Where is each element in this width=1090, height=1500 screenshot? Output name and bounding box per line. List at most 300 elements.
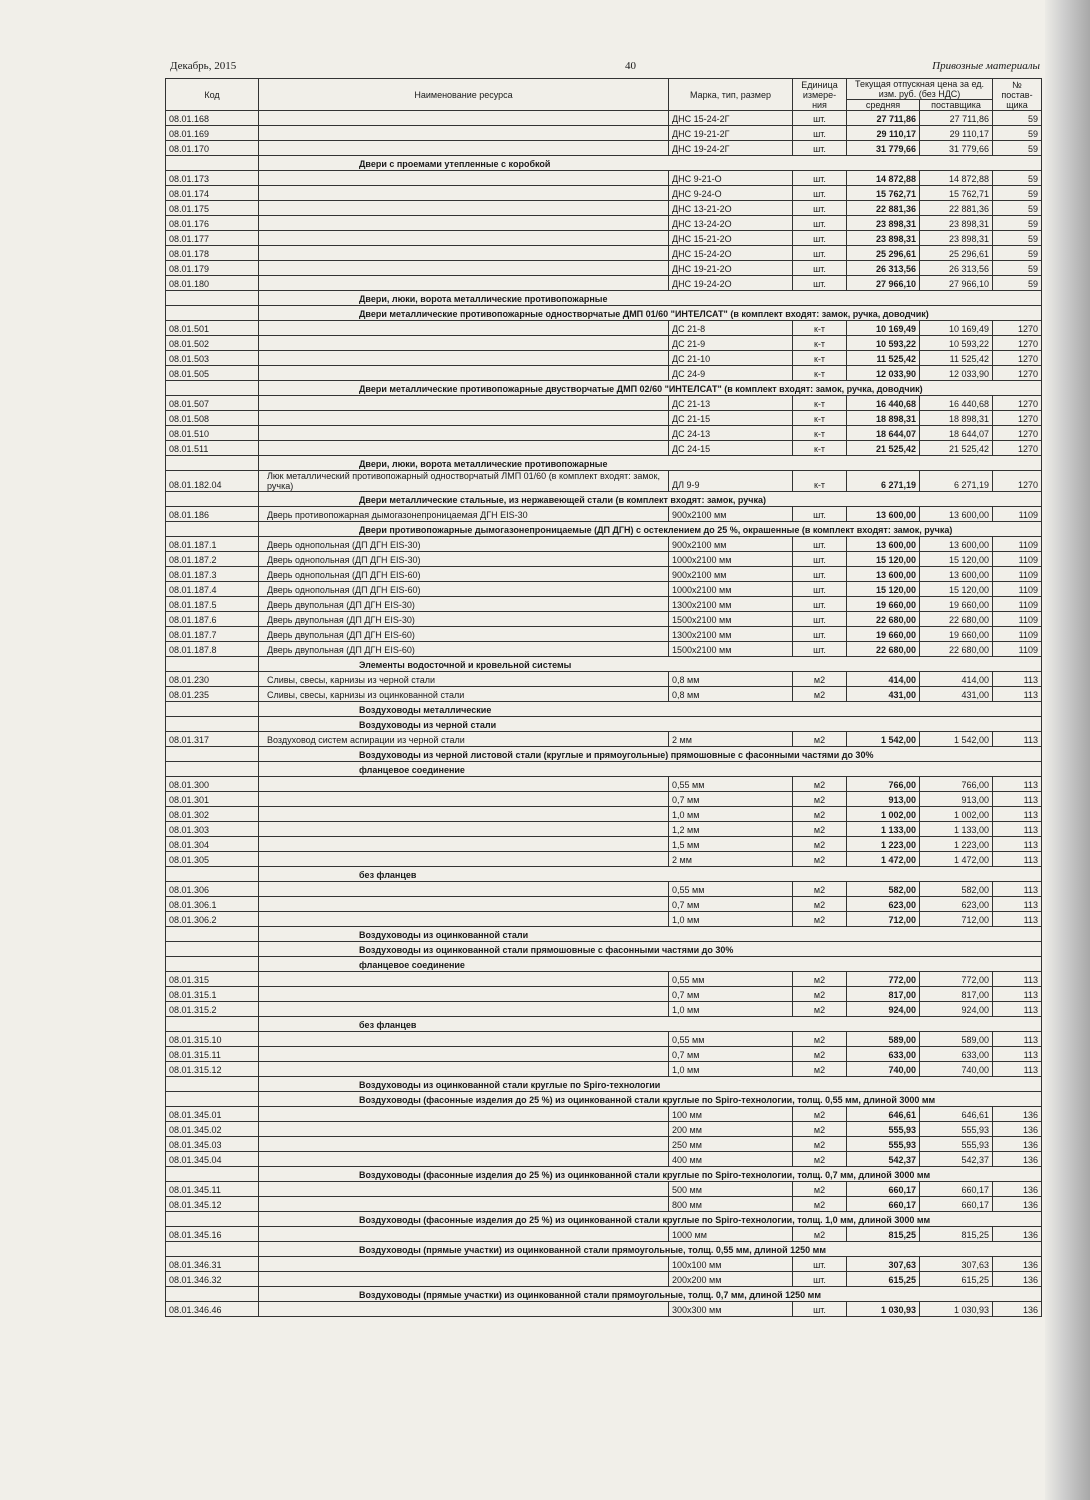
row-price-avg: 31 779,66 (847, 141, 920, 156)
row-price-supplier: 633,00 (920, 1047, 993, 1062)
row-price-avg: 615,25 (847, 1272, 920, 1287)
table-row (166, 612, 1042, 627)
row-price-supplier: 766,00 (920, 777, 993, 792)
section-row (166, 381, 1042, 396)
row-unit: м2 (793, 837, 847, 852)
col-header-code: Код (166, 79, 259, 111)
row-mark: ДС 24-9 (669, 366, 793, 381)
row-code: 08.01.345.12 (166, 1197, 259, 1212)
table-row (166, 321, 1042, 336)
row-name (259, 807, 669, 822)
row-unit: шт. (793, 201, 847, 216)
row-name (259, 1257, 669, 1272)
row-price-avg: 27 966,10 (847, 276, 920, 291)
row-supplier-no: 113 (993, 792, 1042, 807)
row-supplier-no: 1270 (993, 471, 1042, 492)
row-name (259, 1302, 669, 1317)
row-price-avg: 815,25 (847, 1227, 920, 1242)
row-code: 08.01.345.01 (166, 1107, 259, 1122)
table-row (166, 837, 1042, 852)
row-name: Дверь двупольная (ДП ДГН EIS-30) (259, 597, 669, 612)
table-row (166, 642, 1042, 657)
row-price-supplier: 817,00 (920, 987, 993, 1002)
row-supplier-no: 113 (993, 822, 1042, 837)
section-heading: Воздуховоды (фасонные изделия до 25 %) из оцинкованной стали круглые по Spiro-технологии, толщ. 0,7 мм, длиной 3000 мм (259, 1167, 1042, 1182)
row-price-supplier: 26 313,56 (920, 261, 993, 276)
row-price-avg: 25 296,61 (847, 246, 920, 261)
row-unit: шт. (793, 507, 847, 522)
row-code: 08.01.302 (166, 807, 259, 822)
table-row (166, 882, 1042, 897)
row-price-avg: 660,17 (847, 1182, 920, 1197)
row-price-supplier: 13 600,00 (920, 507, 993, 522)
section-heading: без фланцев (259, 1017, 1042, 1032)
row-price-avg: 23 898,31 (847, 216, 920, 231)
row-supplier-no: 1109 (993, 642, 1042, 657)
section-heading: Воздуховоды из оцинкованной стали круглые по Spiro-технологии (259, 1077, 1042, 1092)
row-name (259, 126, 669, 141)
row-name (259, 852, 669, 867)
row-code: 08.01.345.03 (166, 1137, 259, 1152)
row-supplier-no: 113 (993, 1002, 1042, 1017)
row-supplier-no: 113 (993, 897, 1042, 912)
row-price-avg: 23 898,31 (847, 231, 920, 246)
row-code: 08.01.317 (166, 732, 259, 747)
row-name (259, 1152, 669, 1167)
table-row (166, 582, 1042, 597)
row-price-avg: 18 898,31 (847, 411, 920, 426)
row-supplier-no: 59 (993, 111, 1042, 126)
row-name (259, 1002, 669, 1017)
row-price-supplier: 27 966,10 (920, 276, 993, 291)
row-supplier-no: 113 (993, 852, 1042, 867)
section-row (166, 762, 1042, 777)
row-unit: м2 (793, 732, 847, 747)
row-unit: шт. (793, 537, 847, 552)
section-code-cell (166, 456, 259, 471)
row-price-supplier: 22 881,36 (920, 201, 993, 216)
row-mark: 2 мм (669, 732, 793, 747)
row-supplier-no: 59 (993, 201, 1042, 216)
row-unit: шт. (793, 126, 847, 141)
row-price-supplier: 555,93 (920, 1137, 993, 1152)
row-price-avg: 582,00 (847, 882, 920, 897)
row-supplier-no: 1109 (993, 627, 1042, 642)
row-supplier-no: 136 (993, 1137, 1042, 1152)
row-mark: 400 мм (669, 1152, 793, 1167)
row-unit: м2 (793, 822, 847, 837)
row-mark: 0,55 мм (669, 882, 793, 897)
row-mark: 1,0 мм (669, 1002, 793, 1017)
row-price-supplier: 12 033,90 (920, 366, 993, 381)
section-row (166, 1287, 1042, 1302)
row-supplier-no: 59 (993, 141, 1042, 156)
row-price-supplier: 23 898,31 (920, 216, 993, 231)
row-mark: ДНС 15-24-2Г (669, 111, 793, 126)
col-header-mark: Марка, тип, размер (669, 79, 793, 111)
row-price-avg: 12 033,90 (847, 366, 920, 381)
table-row (166, 1107, 1042, 1122)
row-mark: ДНС 19-24-2О (669, 276, 793, 291)
row-price-avg: 14 872,88 (847, 171, 920, 186)
row-price-supplier: 772,00 (920, 972, 993, 987)
section-code-cell (166, 381, 259, 396)
row-supplier-no: 1109 (993, 552, 1042, 567)
section-row (166, 1017, 1042, 1032)
row-supplier-no: 59 (993, 216, 1042, 231)
row-price-supplier: 22 680,00 (920, 612, 993, 627)
row-code: 08.01.300 (166, 777, 259, 792)
row-unit: к-т (793, 366, 847, 381)
row-mark: ДС 24-13 (669, 426, 793, 441)
row-unit: к-т (793, 441, 847, 456)
section-heading: Воздуховоды из черной листовой стали (круглые и прямоугольные) прямошовные с фасонными частями до 30% (259, 747, 1042, 762)
row-name (259, 1272, 669, 1287)
row-price-supplier: 13 600,00 (920, 537, 993, 552)
row-supplier-no: 59 (993, 126, 1042, 141)
row-price-supplier: 15 120,00 (920, 582, 993, 597)
row-price-supplier: 431,00 (920, 687, 993, 702)
row-price-supplier: 1 002,00 (920, 807, 993, 822)
row-unit: к-т (793, 396, 847, 411)
table-row (166, 1302, 1042, 1317)
row-name (259, 1137, 669, 1152)
row-code: 08.01.346.32 (166, 1272, 259, 1287)
row-unit: м2 (793, 1227, 847, 1242)
row-mark: ДНС 9-24-О (669, 186, 793, 201)
section-heading: Воздуховоды (фасонные изделия до 25 %) из оцинкованной стали круглые по Spiro-технологии, толщ. 1,0 мм, длиной 3000 мм (259, 1212, 1042, 1227)
table-row (166, 507, 1042, 522)
row-price-avg: 1 133,00 (847, 822, 920, 837)
row-supplier-no: 59 (993, 231, 1042, 246)
row-name (259, 1197, 669, 1212)
row-code: 08.01.187.6 (166, 612, 259, 627)
table-row (166, 126, 1042, 141)
row-unit: м2 (793, 1137, 847, 1152)
row-supplier-no: 136 (993, 1152, 1042, 1167)
row-price-avg: 19 660,00 (847, 597, 920, 612)
row-price-supplier: 924,00 (920, 1002, 993, 1017)
row-unit: шт. (793, 171, 847, 186)
row-price-avg: 646,61 (847, 1107, 920, 1122)
row-unit: м2 (793, 912, 847, 927)
table-row (166, 672, 1042, 687)
row-price-avg: 13 600,00 (847, 537, 920, 552)
table-row (166, 807, 1042, 822)
row-supplier-no: 1270 (993, 396, 1042, 411)
row-unit: шт. (793, 1257, 847, 1272)
row-name (259, 261, 669, 276)
row-price-supplier: 712,00 (920, 912, 993, 927)
row-name (259, 897, 669, 912)
row-code: 08.01.187.5 (166, 597, 259, 612)
row-supplier-no: 1109 (993, 507, 1042, 522)
row-code: 08.01.315.2 (166, 1002, 259, 1017)
row-supplier-no: 1109 (993, 582, 1042, 597)
row-price-avg: 307,63 (847, 1257, 920, 1272)
table-row (166, 441, 1042, 456)
row-code: 08.01.346.31 (166, 1257, 259, 1272)
table-row (166, 411, 1042, 426)
row-price-avg: 29 110,17 (847, 126, 920, 141)
row-unit: м2 (793, 792, 847, 807)
section-code-cell (166, 492, 259, 507)
row-price-supplier: 1 223,00 (920, 837, 993, 852)
col-header-supplier: поставщика (920, 100, 993, 111)
section-code-cell (166, 156, 259, 171)
row-mark: ДНС 19-21-2О (669, 261, 793, 276)
row-unit: м2 (793, 1182, 847, 1197)
row-supplier-no: 113 (993, 972, 1042, 987)
section-row (166, 306, 1042, 321)
row-price-avg: 555,93 (847, 1122, 920, 1137)
row-mark: ДС 21-8 (669, 321, 793, 336)
table-row (166, 1002, 1042, 1017)
row-mark: 200х200 мм (669, 1272, 793, 1287)
row-price-supplier: 589,00 (920, 1032, 993, 1047)
table-row (166, 912, 1042, 927)
section-row (166, 1242, 1042, 1257)
row-price-avg: 1 472,00 (847, 852, 920, 867)
row-mark: 900х2100 мм (669, 567, 793, 582)
row-supplier-no: 1270 (993, 426, 1042, 441)
row-name: Дверь двупольная (ДП ДГН EIS-60) (259, 627, 669, 642)
row-supplier-no: 1270 (993, 321, 1042, 336)
row-supplier-no: 136 (993, 1257, 1042, 1272)
row-unit: шт. (793, 552, 847, 567)
row-name (259, 171, 669, 186)
row-unit: м2 (793, 777, 847, 792)
row-mark: ДНС 15-24-2О (669, 246, 793, 261)
row-mark: 300х300 мм (669, 1302, 793, 1317)
row-name (259, 441, 669, 456)
row-code: 08.01.501 (166, 321, 259, 336)
row-unit: м2 (793, 1152, 847, 1167)
row-unit: к-т (793, 426, 847, 441)
row-price-avg: 11 525,42 (847, 351, 920, 366)
row-price-supplier: 15 762,71 (920, 186, 993, 201)
row-code: 08.01.304 (166, 837, 259, 852)
row-price-supplier: 660,17 (920, 1182, 993, 1197)
row-code: 08.01.511 (166, 441, 259, 456)
row-supplier-no: 59 (993, 246, 1042, 261)
row-supplier-no: 1109 (993, 597, 1042, 612)
row-price-supplier: 27 711,86 (920, 111, 993, 126)
row-price-supplier: 740,00 (920, 1062, 993, 1077)
row-price-avg: 13 600,00 (847, 567, 920, 582)
row-mark: 0,7 мм (669, 792, 793, 807)
row-unit: м2 (793, 972, 847, 987)
row-price-supplier: 615,25 (920, 1272, 993, 1287)
row-code: 08.01.169 (166, 126, 259, 141)
row-price-supplier: 1 472,00 (920, 852, 993, 867)
section-code-cell (166, 1092, 259, 1107)
row-code: 08.01.173 (166, 171, 259, 186)
row-unit: шт. (793, 186, 847, 201)
row-name: Дверь двупольная (ДП ДГН EIS-60) (259, 642, 669, 657)
row-code: 08.01.186 (166, 507, 259, 522)
row-mark: 1000 мм (669, 1227, 793, 1242)
section-row (166, 1077, 1042, 1092)
row-price-avg: 22 680,00 (847, 612, 920, 627)
row-code: 08.01.346.46 (166, 1302, 259, 1317)
section-row (166, 291, 1042, 306)
section-code-cell (166, 867, 259, 882)
row-name (259, 246, 669, 261)
section-code-cell (166, 1287, 259, 1302)
page-number: 40 (625, 60, 636, 72)
row-name (259, 792, 669, 807)
row-price-supplier: 660,17 (920, 1197, 993, 1212)
table-row (166, 396, 1042, 411)
section-heading: Воздуховоды (прямые участки) из оцинкованной стали прямоугольные, толщ. 0,55 мм, длиной 1250 мм (259, 1242, 1042, 1257)
row-mark: 900х2100 мм (669, 537, 793, 552)
row-mark: ДНС 15-21-2О (669, 231, 793, 246)
row-code: 08.01.303 (166, 822, 259, 837)
row-code: 08.01.315.12 (166, 1062, 259, 1077)
table-row (166, 1152, 1042, 1167)
row-unit: шт. (793, 141, 847, 156)
row-name (259, 411, 669, 426)
row-name (259, 201, 669, 216)
row-name (259, 987, 669, 1002)
row-supplier-no: 59 (993, 171, 1042, 186)
row-price-avg: 15 120,00 (847, 552, 920, 567)
row-code: 08.01.178 (166, 246, 259, 261)
section-code-cell (166, 1212, 259, 1227)
row-unit: м2 (793, 987, 847, 1002)
section-row (166, 1092, 1042, 1107)
row-supplier-no: 136 (993, 1227, 1042, 1242)
row-code: 08.01.345.16 (166, 1227, 259, 1242)
row-unit: м2 (793, 687, 847, 702)
col-header-supplier-no: № постав-щика (993, 79, 1042, 111)
table-row (166, 426, 1042, 441)
row-supplier-no: 59 (993, 261, 1042, 276)
row-mark: ДНС 9-21-О (669, 171, 793, 186)
col-header-name: Наименование ресурса (259, 79, 669, 111)
row-name (259, 186, 669, 201)
row-name: Дверь однопольная (ДП ДГН EIS-30) (259, 552, 669, 567)
table-row (166, 777, 1042, 792)
section-row (166, 1167, 1042, 1182)
table-row (166, 471, 1042, 492)
row-unit: шт. (793, 1272, 847, 1287)
section-heading: Воздуховоды из оцинкованной стали прямошовные с фасонными частями до 30% (259, 942, 1042, 957)
row-price-supplier: 22 680,00 (920, 642, 993, 657)
section-code-cell (166, 717, 259, 732)
section-row (166, 747, 1042, 762)
table-row (166, 276, 1042, 291)
row-price-supplier: 913,00 (920, 792, 993, 807)
row-mark: 100х100 мм (669, 1257, 793, 1272)
row-price-avg: 772,00 (847, 972, 920, 987)
row-name (259, 822, 669, 837)
section-heading: Двери с проемами утепленные с коробкой (259, 156, 1042, 171)
table-row (166, 537, 1042, 552)
row-mark: 100 мм (669, 1107, 793, 1122)
section-heading: Двери, люки, ворота металлические противопожарные (259, 456, 1042, 471)
row-name: Воздуховод систем аспирации из черной стали (259, 732, 669, 747)
row-price-avg: 6 271,19 (847, 471, 920, 492)
row-name (259, 366, 669, 381)
row-code: 08.01.235 (166, 687, 259, 702)
row-price-supplier: 307,63 (920, 1257, 993, 1272)
row-supplier-no: 113 (993, 732, 1042, 747)
row-unit: шт. (793, 276, 847, 291)
row-name (259, 1107, 669, 1122)
row-price-supplier: 6 271,19 (920, 471, 993, 492)
row-code: 08.01.305 (166, 852, 259, 867)
row-name (259, 837, 669, 852)
row-unit: шт. (793, 231, 847, 246)
row-code: 08.01.187.1 (166, 537, 259, 552)
row-supplier-no: 113 (993, 987, 1042, 1002)
section-row (166, 1212, 1042, 1227)
row-price-supplier: 646,61 (920, 1107, 993, 1122)
row-mark: 1300х2100 мм (669, 627, 793, 642)
row-mark: 0,55 мм (669, 777, 793, 792)
row-supplier-no: 136 (993, 1302, 1042, 1317)
row-unit: м2 (793, 1107, 847, 1122)
row-name (259, 1122, 669, 1137)
row-name: Люк металлический противопожарный одностворчатый ЛМП 01/60 (в комплект входят: замок, ручка) (259, 471, 669, 492)
row-mark: 1000х2100 мм (669, 552, 793, 567)
row-unit: шт. (793, 261, 847, 276)
table-row (166, 351, 1042, 366)
table-row (166, 1047, 1042, 1062)
row-price-avg: 431,00 (847, 687, 920, 702)
row-supplier-no: 113 (993, 912, 1042, 927)
row-name: Сливы, свесы, карнизы из оцинкованной стали (259, 687, 669, 702)
row-name (259, 396, 669, 411)
section-row (166, 492, 1042, 507)
row-price-avg: 16 440,68 (847, 396, 920, 411)
row-price-supplier: 623,00 (920, 897, 993, 912)
row-mark: ДС 21-10 (669, 351, 793, 366)
table-row (166, 1197, 1042, 1212)
row-unit: шт. (793, 642, 847, 657)
row-name (259, 426, 669, 441)
row-mark: 0,7 мм (669, 987, 793, 1002)
section-code-cell (166, 522, 259, 537)
section-row (166, 717, 1042, 732)
row-price-avg: 817,00 (847, 987, 920, 1002)
row-supplier-no: 1270 (993, 411, 1042, 426)
page-edge-shadow (1045, 0, 1090, 1500)
row-name: Дверь однопольная (ДП ДГН EIS-60) (259, 567, 669, 582)
section-heading: Воздуховоды металлические (259, 702, 1042, 717)
row-code: 08.01.306.1 (166, 897, 259, 912)
row-supplier-no: 113 (993, 1047, 1042, 1062)
row-code: 08.01.345.04 (166, 1152, 259, 1167)
row-unit: шт. (793, 582, 847, 597)
row-price-avg: 19 660,00 (847, 627, 920, 642)
row-price-supplier: 16 440,68 (920, 396, 993, 411)
row-supplier-no: 59 (993, 186, 1042, 201)
row-unit: к-т (793, 321, 847, 336)
row-mark: 1,0 мм (669, 1062, 793, 1077)
row-price-avg: 555,93 (847, 1137, 920, 1152)
row-mark: 0,7 мм (669, 897, 793, 912)
row-code: 08.01.187.3 (166, 567, 259, 582)
table-row (166, 201, 1042, 216)
row-code: 08.01.315.10 (166, 1032, 259, 1047)
row-price-avg: 766,00 (847, 777, 920, 792)
table-row (166, 627, 1042, 642)
table-row (166, 111, 1042, 126)
price-table (165, 78, 1042, 1317)
